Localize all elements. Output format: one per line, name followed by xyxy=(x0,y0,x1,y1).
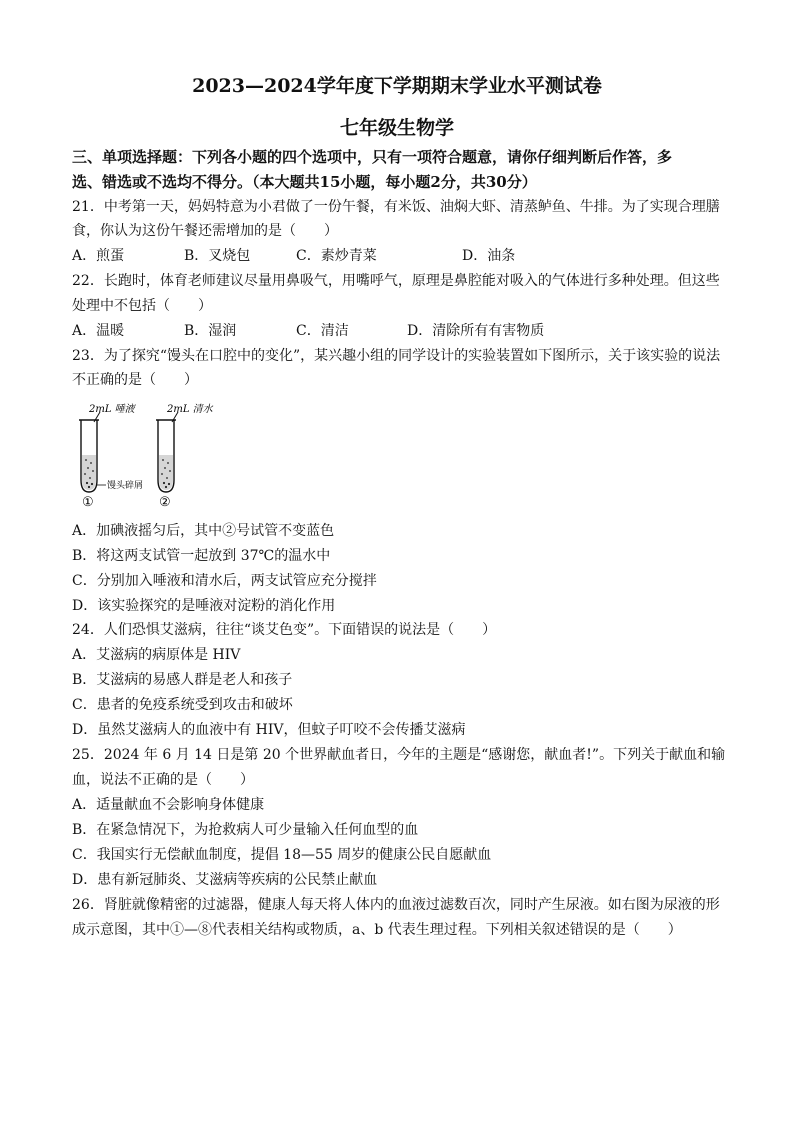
q23-option-b: B．将这两支试管一起放到 37℃的温水中 xyxy=(72,548,331,564)
exam-title: 2023—2024学年度下学期期末学业水平测试卷 xyxy=(192,75,602,97)
label-saliva: 2mL 唾液 xyxy=(89,404,135,415)
q21-stem-line-1: 21．中考第一天，妈妈特意为小君做了一份午餐，有米饭、油焖大虾、清蒸鲈鱼、牛排。为了实现合理膳 xyxy=(72,199,720,215)
q25-stem-line-2: 血，说法不正确的是（ ） xyxy=(72,772,254,788)
section-line-1: 三、单项选择题：下列各小题的四个选项中，只有一项符合题意，请你仔细判断后作答，多 xyxy=(72,148,673,166)
test-tube-1 xyxy=(79,420,99,492)
q23-option-a: A．加碘液摇匀后，其中②号试管不变蓝色 xyxy=(72,523,335,539)
q22-stem-line-2: 处理中不包括（ ） xyxy=(72,298,212,314)
q24-stem-line-1: 24．人们恐惧艾滋病，往往“谈艾色变”。下面错误的说法是（ ） xyxy=(72,622,497,638)
q23-option-d: D．该实验探究的是唾液对淀粉的消化作用 xyxy=(72,598,336,614)
q24-option-a: A．艾滋病的病原体是 HIV xyxy=(72,647,241,663)
q21-option-d: D．油条 xyxy=(462,248,516,264)
test-tube-svg xyxy=(78,400,213,510)
test-tube-figure xyxy=(78,400,213,510)
q21-stem-line-2: 食，你认为这份午餐还需增加的是（ ） xyxy=(72,223,338,239)
tube-number-2: ② xyxy=(159,495,171,510)
tube-number-1: ① xyxy=(82,495,94,510)
q22-stem-line-1: 22．长跑时，体育老师建议尽量用鼻吸气，用嘴呼气，原理是鼻腔能对吸入的气体进行多种处理。但这些 xyxy=(72,273,720,289)
q22-option-a: A．温暖 xyxy=(72,323,125,339)
q22-option-d: D．清除所有有害物质 xyxy=(407,323,545,339)
q23-stem-line-2: 不正确的是（ ） xyxy=(72,372,198,388)
q23-stem-line-1: 23．为了探究“馒头在口腔中的变化”，某兴趣小组的同学设计的实验装置如下图所示，关于该实验的说法 xyxy=(72,348,721,364)
q22-option-b: B．湿润 xyxy=(184,323,237,339)
q21-option-b: B．叉烧包 xyxy=(184,248,251,264)
q24-option-d: D．虽然艾滋病人的血液中有 HIV，但蚊子叮咬不会传播艾滋病 xyxy=(72,722,466,738)
q26-stem-line-1: 26．肾脏就像精密的过滤器，健康人每天将人体内的血液过滤数百次，同时产生尿液。如右图为尿液的形 xyxy=(72,897,720,913)
q25-option-a: A．适量献血不会影响身体健康 xyxy=(72,797,265,813)
label-crumbs: 馒头碎屑 xyxy=(107,481,144,491)
q26-stem-line-2: 成示意图，其中①—⑧代表相关结构或物质，a、b 代表生理过程。下列相关叙述错误的是（ ） xyxy=(72,922,682,938)
section-line-2: 选、错选或不选均不得分。（本大题共15小题，每小题2分，共30分） xyxy=(72,173,537,191)
test-tube-2 xyxy=(156,420,176,492)
exam-subtitle: 七年级生物学 xyxy=(339,117,454,139)
q24-option-b: B．艾滋病的易感人群是老人和孩子 xyxy=(72,672,293,688)
label-water: 2mL 清水 xyxy=(167,404,213,415)
q25-stem-line-1: 25．2024 年 6 月 14 日是第 20 个世界献血者日，今年的主题是“感谢您，献血者!”。下列关于献血和输 xyxy=(72,747,726,763)
q21-option-c: C．素炒青菜 xyxy=(296,248,377,264)
q21-option-a: A．煎蛋 xyxy=(72,248,125,264)
q24-option-c: C．患者的免疫系统受到攻击和破坏 xyxy=(72,697,293,713)
q22-option-c: C．清洁 xyxy=(296,323,349,339)
q23-option-c: C．分别加入唾液和清水后，两支试管应充分搅拌 xyxy=(72,573,377,589)
q25-option-c: C．我国实行无偿献血制度，提倡 18—55 周岁的健康公民自愿献血 xyxy=(72,847,492,863)
section-instructions xyxy=(72,145,722,195)
q25-option-d: D．患有新冠肺炎、艾滋病等疾病的公民禁止献血 xyxy=(72,872,378,888)
q25-option-b: B．在紧急情况下，为抢救病人可少量输入任何血型的血 xyxy=(72,822,419,838)
